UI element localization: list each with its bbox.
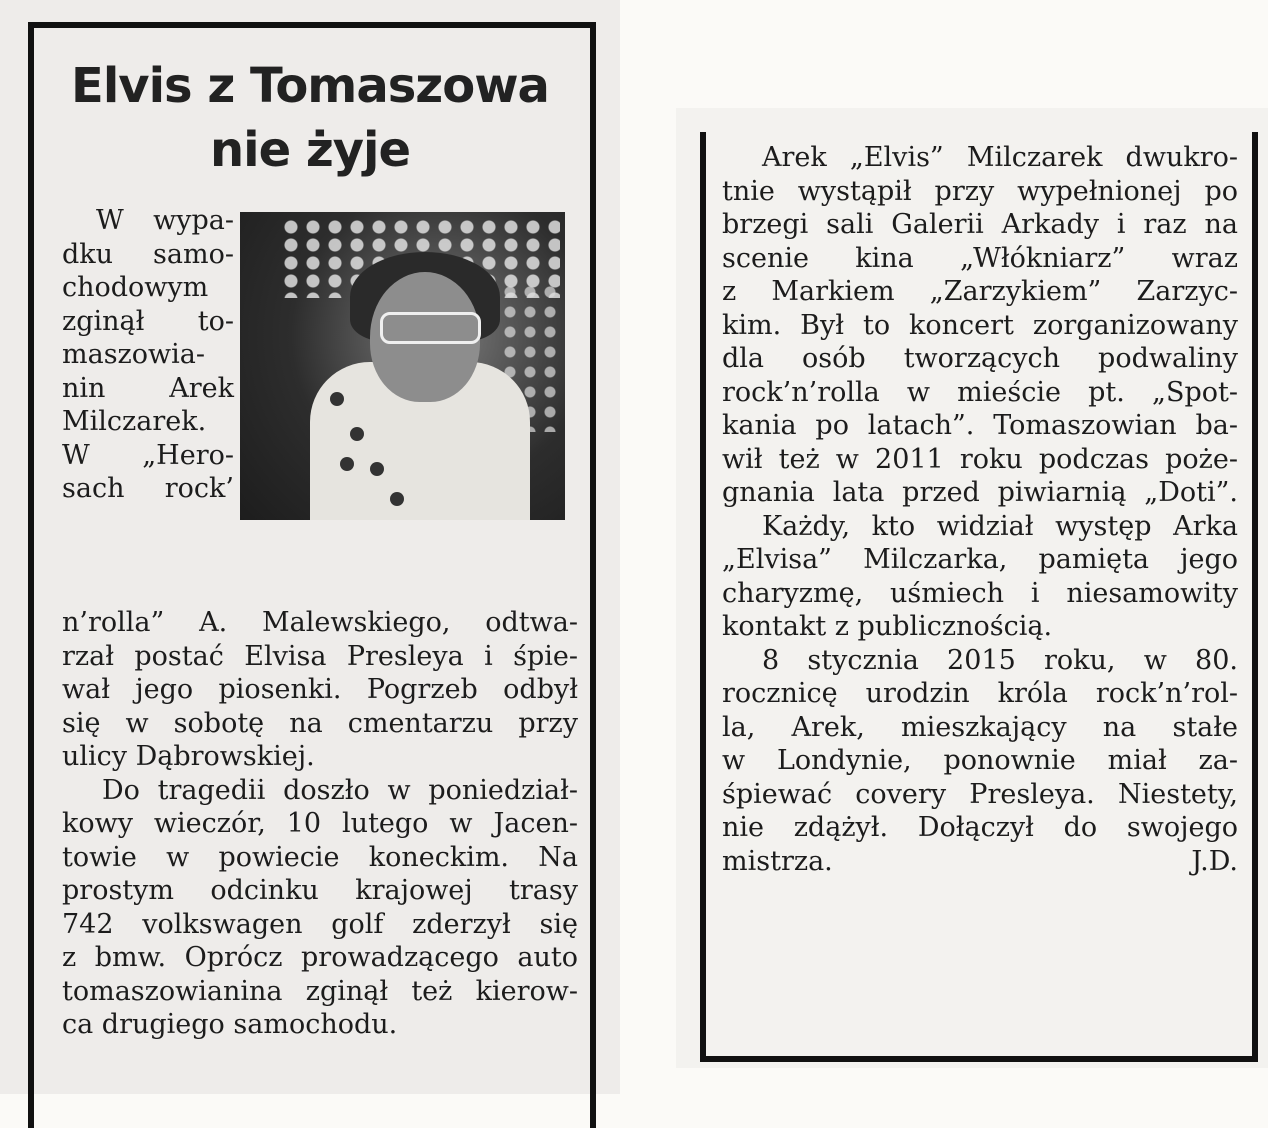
text-line: rzał postać Elvisa Presleya i śpie- (62, 640, 578, 672)
text-line: Każdy, kto widział występ Arka (762, 510, 1238, 542)
text-line-last (722, 845, 1238, 879)
text-line: rocznicę urodzin króla rock’n’rol- (722, 678, 1238, 709)
text-line: kim. Był to koncert zorganizowany (722, 309, 1238, 341)
text-line: brzegi sali Galerii Arkady i raz na (722, 209, 1238, 240)
text-line: ulicy Dąbrowskiej. (62, 741, 315, 772)
text-line: la, Arek, mieszkający na stałe (722, 711, 1238, 743)
text-line: 742 volkswagen golf zderzył się (62, 908, 578, 940)
text-line: sach rock’ (62, 473, 234, 504)
text-line: nie zdążył. Dołączył do swojego (722, 812, 1238, 843)
text-line: kowy wieczór, 10 lutego w Jacen- (62, 808, 578, 839)
portrait-photo (240, 212, 565, 520)
text-line: towie w powiecie koneckim. Na (62, 841, 578, 873)
left-column-wrapped-text (62, 204, 234, 506)
text-line: z bmw. Oprócz prowadzącego auto (62, 942, 578, 973)
text-line: Do tragedii doszło w poniedział- (102, 774, 578, 806)
text-line: maszowia- (62, 339, 206, 370)
left-column-text (62, 606, 578, 1042)
headline-line-2: nie żyje (209, 122, 411, 178)
text-line: W „Hero- (62, 439, 234, 471)
text-line: się w sobotę na cmentarzu przy (62, 707, 578, 739)
text-line: charyzmę, uśmiech i niesamowity (722, 577, 1238, 609)
text-line: zginął to- (62, 305, 234, 337)
text-line: Arek „Elvis” Milczarek dwukro- (762, 142, 1238, 173)
text-line: ca drugiego samochodu. (62, 1009, 398, 1040)
text-line: dla osób tworzących podwaliny (722, 343, 1238, 374)
text-line: chodowym (62, 272, 209, 303)
text-line: W wypa- (96, 205, 234, 236)
right-column-text (722, 141, 1238, 878)
text-line: „Elvisa” Milczarka, pamięta jego (722, 544, 1238, 575)
text-line: w Londynie, ponownie miał za- (722, 745, 1238, 776)
text-line: gnania lata przed piwiarnią „Doti”. (722, 477, 1238, 508)
text-line: tnie wystąpił przy wypełnionej po (722, 175, 1238, 207)
text-line: wał jego piosenki. Pogrzeb odbył (62, 674, 578, 705)
headline-line-1: Elvis z Tomaszowa (71, 58, 549, 114)
text-line: tomaszowianina zginął też kierow- (62, 975, 578, 1007)
text-line: dku samo- (62, 238, 234, 270)
text-line: scenie kina „Włókniarz” wraz (722, 242, 1238, 274)
text-line: rock’n’rolla w mieście pt. „Spot- (722, 376, 1238, 408)
author-signature: J.D. (1191, 845, 1238, 877)
text-line: Milczarek. (62, 406, 207, 437)
text-line: prostym odcinku krajowej trasy (62, 875, 578, 906)
text-line: kania po latach”. Tomaszowian ba- (722, 410, 1238, 441)
text-line: nin Arek (62, 372, 234, 404)
text-line: śpiewać covery Presleya. Niestety, (722, 778, 1238, 810)
last-line-text: mistrza. (722, 845, 833, 877)
text-line: z Markiem „Zarzykiem” Zarzyc- (722, 276, 1238, 307)
text-line: 8 stycznia 2015 roku, w 80. (762, 644, 1238, 676)
text-line: kontakt z publicznością. (722, 611, 1053, 642)
text-line: wił też w 2011 roku podczas poże- (722, 443, 1238, 475)
text-line: n’rolla” A. Malewskiego, odtwa- (62, 607, 578, 638)
